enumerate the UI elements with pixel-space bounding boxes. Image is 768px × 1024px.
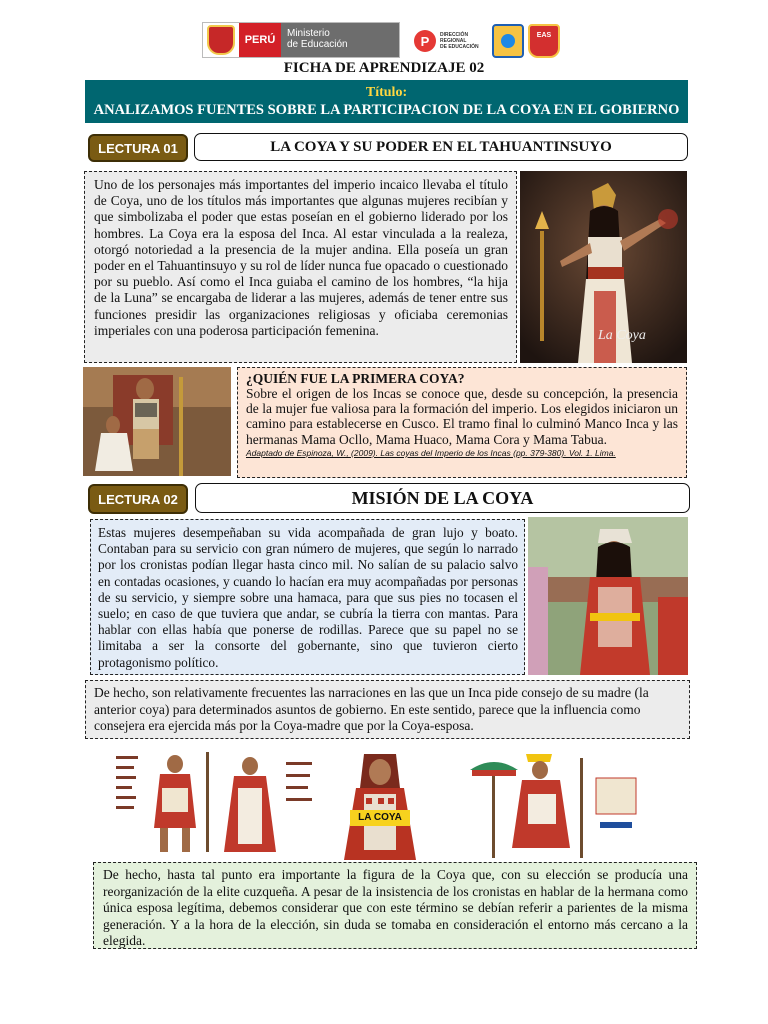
peru-label: PERÚ — [239, 23, 281, 57]
lectura02-paragraph2: De hecho, son relativamente frecuentes las narraciones en las que un Inca pide consejo de su madre (la anterior coya) para determinados asuntos de gobierno. En este sentido, parece que la influencia como consejera era ejercida más por la Coya-madre que por la Coya-esposa. — [85, 680, 690, 739]
ministry-label — [281, 23, 399, 57]
dre-logo-icon: P — [414, 30, 436, 52]
dre-line1: DIRECCIÓN — [440, 32, 469, 38]
la-coya-figure-image — [330, 748, 430, 860]
lectura02-paragraph1: Estas mujeres desempeñaban su vida acompañada de gran lujo y boato. Contaban para su servicio con gran número de mujeres, que según lo narrado por los cronistas podían llegar hasta cinco mil. No salían de su palacio salvo en contadas ocasiones, y cuando lo hacían era muy acompañadas por personas de su servicio, y siempre sobre una hamaca, para que sus pies no tocasen el suelo; en caso de que tuviera que andar, se cubría la tierra con mantas. Para hablar con ellas había que ponerse de rodillas. Parece que su papel no se limitaba a ser la consorte del gobernante, sino que tuvieron cierto protagonismo político. — [90, 519, 525, 675]
title-bar — [85, 80, 688, 123]
citation: Adaptado de Espinoza, W., (2009). Las coyas del Imperio de los Incas (pp. 379-380). Vol. 1. Lima. — [246, 447, 616, 458]
coya-festival-image — [528, 517, 688, 675]
inca-coya-costume-image — [110, 748, 320, 856]
inca-ceremonial-image — [460, 748, 650, 858]
dre-line2: REGIONAL — [440, 38, 467, 44]
title-text: ANALIZAMOS FUENTES SOBRE LA PARTICIPACION DE LA COYA EN EL GOBIERNO — [93, 102, 680, 118]
la-coya-label: LA COYA — [358, 812, 402, 823]
dre-logo — [414, 24, 486, 58]
lectura02-tag: LECTURA 02 — [88, 484, 188, 514]
question-heading: ¿QUIÉN FUE LA PRIMERA COYA? — [246, 371, 465, 386]
coya-image-caption: La Coya — [598, 328, 646, 343]
inca-and-coya-image — [83, 367, 231, 476]
question-box — [237, 367, 687, 478]
lectura02-paragraph3: De hecho, hasta tal punto era importante la figura de la Coya que, con su elección se producía una reorganización de la elite cuzqueña. A pesar de la insistencia de los cronistas en hablar de la hermana como única esposa legítima, debemos considerar que con este término se debían referir a parientes de la misma generación. Y a la hora de la elección, sin duda se tomaba en consideración el entorno más cercano a la elegida. — [93, 862, 697, 949]
dre-line3: DE EDUCACIÓN — [440, 44, 479, 50]
question-text: Sobre el origen de los Incas se conoce que, desde su concepción, la presencia de la mujer fue valiosa para la formación del imperio. Los elegidos iniciaron un camino para establecerse en Cusco. El tramo final lo culminó Manco Inca y las hermanas Mama Ocllo, Mama Huaco, Mama Cora y Mama Tabua. — [246, 386, 678, 447]
peru-shield-icon — [203, 23, 239, 57]
ficha-title: FICHA DE APRENDIZAJE 02 — [283, 60, 485, 76]
ministry-line2: de Educación — [287, 39, 348, 50]
lectura01-title: LA COYA Y SU PODER EN EL TAHUANTINSUYO — [194, 133, 688, 161]
lectura02-title: MISIÓN DE LA COYA — [195, 483, 690, 513]
regional-crest-icon — [492, 24, 524, 58]
ministry-line1: Ministerio — [287, 28, 330, 39]
coya-portrait-image — [520, 171, 687, 363]
lectura01-tag: LECTURA 01 — [88, 134, 188, 162]
school-crest-text: EAS — [536, 32, 552, 39]
minedu-logo — [202, 22, 400, 58]
lectura01-paragraph: Uno de los personajes más importantes del imperio incaico llevaba el título de Coya, uno de los títulos más importantes que algunas mujeres recibían y que simbolizaba el poder que estas poseían en el gobierno liderado por los hombres. La Coya era la esposa del Inca. Al estar vinculada a la realeza, otorgó notoriedad a la presencia de la mujer andina. Ella poseía un gran poder en el Tahuantinsuyo y su rol de líder nunca fue opacado o cuestionado por su pueblo. Así como el Inca guiaba el camino de los hombres, “la hija de la Luna” se encargaba de liderar a las mujeres, además de tener entre sus funciones presidir las organizaciones religiosas y oficiaba ceremonias imperiales con una poderosa participación femenina. — [84, 171, 517, 363]
title-label: Título: — [365, 85, 408, 100]
school-crest-icon — [528, 24, 560, 58]
